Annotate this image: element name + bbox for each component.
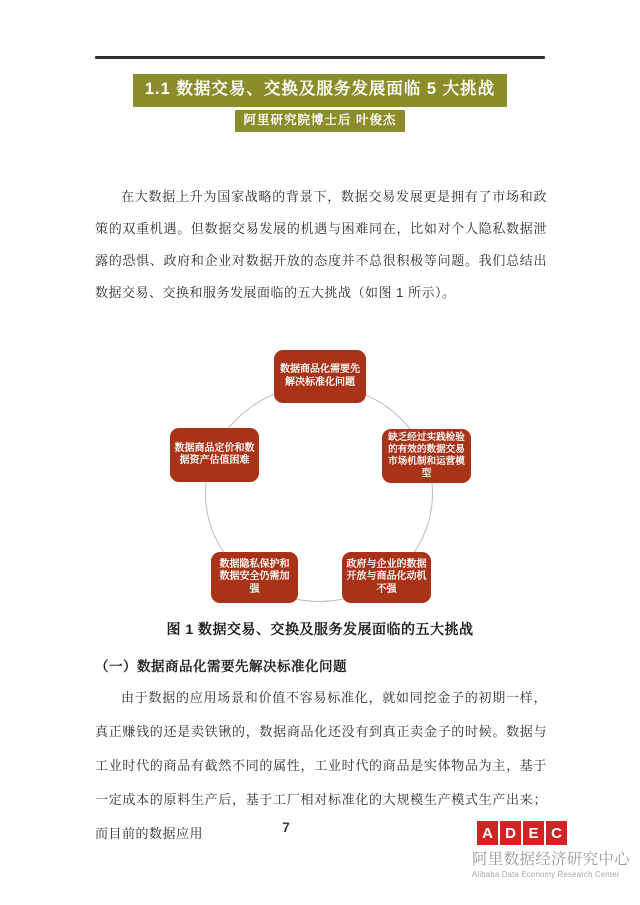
section-subheading: （一）数据商品化需要先解决标准化问题: [95, 659, 347, 674]
top-divider-rule: [95, 56, 545, 59]
figure-caption: 图 1 数据交易、交换及服务发展面临的五大挑战: [166, 621, 474, 637]
logo-name-english: Alibaba Data Economy Research Center: [472, 870, 620, 879]
logo-letter-tile: E: [523, 821, 544, 845]
logo-letter-tile: D: [500, 821, 521, 845]
section-title: 1.1 数据交易、交换及服务发展面临 5 大挑战: [133, 74, 507, 107]
logo-name-chinese: 阿里数据经济研究中心: [472, 851, 631, 868]
diagram-node-left: 数据商品定价和数据资产估值困难: [170, 428, 259, 482]
diagram-node-right: 缺乏经过实践检验的有效的数据交易市场机制和运营模型: [382, 429, 471, 483]
diagram-node-top: 数据商品化需要先解决标准化问题: [274, 350, 366, 403]
page-number: 7: [282, 820, 290, 835]
paragraph-body: 由于数据的应用场景和价值不容易标准化，就如同挖金子的初期一样，真正赚钱的还是卖铁锹的，数据商品化还没有到真正卖金子的时候。数据与工业时代的商品有截然不同的属性，工业时代的商品是实体物品为主，基于一定成本的原料生产后，基于工厂相对标准化的大规模生产模式生产出来；而目前的数据应用: [95, 690, 547, 841]
logo-letter-tile: A: [477, 821, 498, 845]
adec-logo: [472, 821, 632, 879]
adec-logo-tiles: [477, 821, 632, 845]
header: [0, 74, 640, 132]
diagram-node-bottom-left: 数据隐私保护和数据安全仍需加强: [211, 552, 298, 603]
paragraph-intro: 在大数据上升为国家战略的背景下，数据交易发展更是拥有了市场和政策的双重机遇。但数据交易发展的机遇与困难同在，比如对个人隐私数据泄露的恐惧、政府和企业对数据开放的态度并不总很积极等问题。我们总结出数据交易、交换和服务发展面临的五大挑战（如图 1 所示）。: [95, 189, 547, 300]
logo-letter-tile: C: [546, 821, 567, 845]
diagram-node-bottom-right: 政府与企业的数据开放与商品化动机不强: [342, 552, 431, 603]
author-byline: 阿里研究院博士后 叶俊杰: [235, 110, 406, 132]
